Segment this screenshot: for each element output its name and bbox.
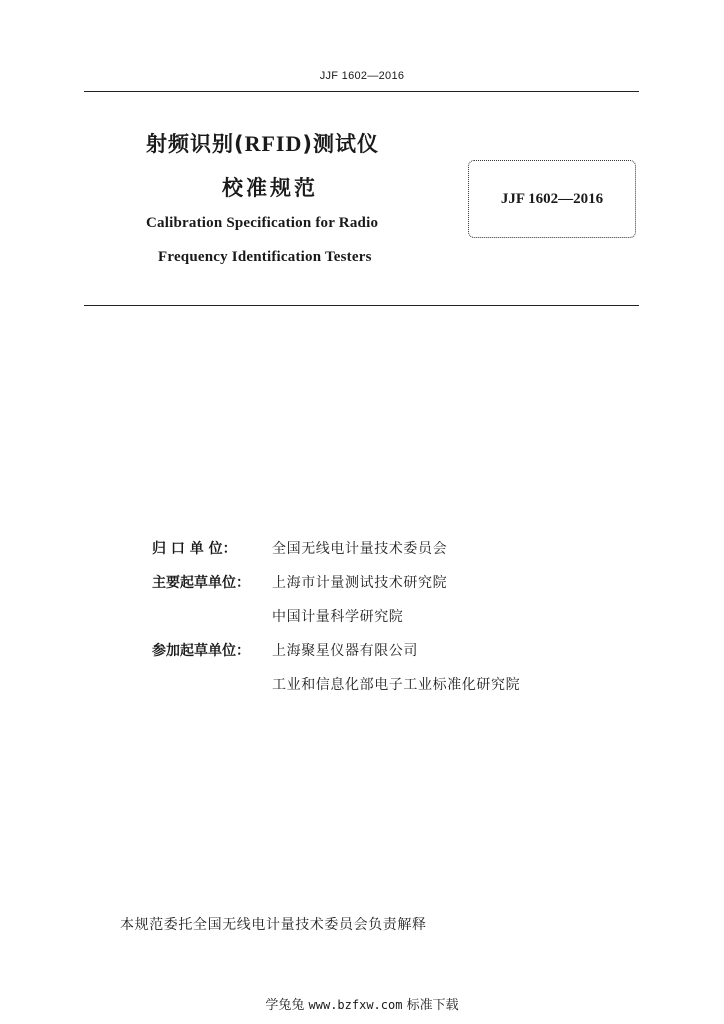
title-cn-rfid: RFID [244, 131, 303, 156]
top-rule [84, 91, 639, 92]
org-label-main-drafting: 主要起草单位： [152, 575, 250, 591]
interpretation-note: 本规范委托全国无线电计量技术委员会负责解释 [120, 917, 427, 933]
title-cn-part-c: )测试仪 [302, 132, 379, 156]
org-value-main-drafting-1: 上海市计量测试技术研究院 [272, 575, 448, 591]
title-bottom-rule [84, 305, 639, 306]
header-standard-code: JJF 1602—2016 [319, 70, 405, 82]
footer-url-link[interactable]: www.bzfxw.com [308, 998, 403, 1012]
footer-site-name: 学兔兔 [265, 998, 305, 1013]
org-value-participating-1: 上海聚星仪器有限公司 [272, 643, 418, 659]
footer-suffix: 标准下载 [406, 998, 459, 1013]
title-en-line2: Frequency Identification Testers [158, 249, 372, 265]
title-cn-line2: 校准规范 [222, 176, 318, 200]
org-value-main-drafting-2: 中国计量科学研究院 [272, 609, 404, 625]
footer [0, 994, 724, 1013]
title-cn-part-a: 射频识别( [146, 132, 245, 156]
standard-code-box-text: JJF 1602—2016 [500, 190, 604, 207]
org-label-participating: 参加起草单位： [152, 643, 250, 659]
org-value-responsible: 全国无线电计量技术委员会 [272, 541, 448, 557]
standard-code-box [468, 160, 636, 238]
title-en-line1: Calibration Specification for Radio [146, 215, 379, 231]
title-cn-line1 [146, 128, 379, 158]
org-label-responsible: 归 口 单 位： [152, 541, 237, 557]
org-value-participating-2: 工业和信息化部电子工业标准化研究院 [272, 677, 521, 693]
